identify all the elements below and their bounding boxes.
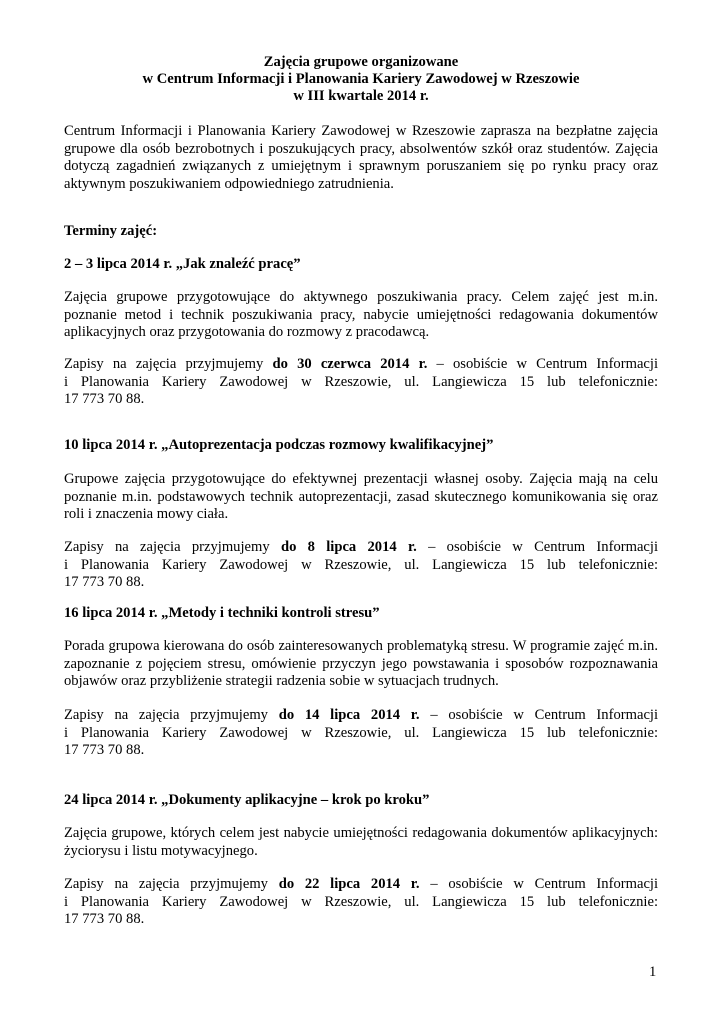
registration-phone: 17 773 70 88. [64, 574, 145, 590]
title-line-3: w III kwartale 2014 r. [293, 88, 429, 104]
description-line: roli i znaczenia mowy ciała. [64, 506, 229, 522]
title-line-2: w Centrum Informacji i Planowania Kariery Zawodowej w Rzeszowie [142, 71, 580, 87]
page-number: 1 [649, 964, 657, 980]
session-description [64, 471, 658, 524]
registration-line [64, 707, 658, 725]
intro-line: Centrum Informacji i Planowania Kariery Zawodowej w Rzeszowie zaprasza na bezpłatne zajęcia [64, 123, 658, 139]
registration-phone: 17 773 70 88. [64, 742, 145, 758]
session-heading: 10 lipca 2014 r. „Autoprezentacja podczas rozmowy kwalifikacyjnej” [64, 437, 494, 453]
registration-deadline: do 8 lipca 2014 r. [280, 539, 417, 555]
description-line: zapoznanie z pojęciem stresu, omówienie przyczyn jego powstawania i sposobów rozpoznawania [64, 655, 658, 672]
registration-address: i Planowania Kariery Zawodowej w Rzeszowie, ul. Langiewicza 15 lub telefonicznie: [64, 724, 658, 741]
description-line: Porada grupowa kierowana do osób zainteresowanych problematyką stresu. W programie zajęć m.in. [64, 638, 658, 654]
registration-address: i Planowania Kariery Zawodowej w Rzeszowie, ul. Langiewicza 15 lub telefonicznie: [64, 893, 658, 910]
registration-suffix: – osobiście w Centrum Informacji [428, 539, 659, 555]
registration-deadline: do 30 czerwca 2014 r. [272, 356, 428, 372]
registration-address: i Planowania Kariery Zawodowej w Rzeszowie, ul. Langiewicza 15 lub telefonicznie: [64, 556, 658, 573]
registration-prefix: Zapisy na zajęcia przyjmujemy [64, 356, 264, 372]
session-description [64, 825, 658, 860]
description-line: poznanie m.in. podstawowych technik autoprezentacji, zasad skutecznego komunikowania się oraz [64, 488, 658, 505]
session-registration [64, 707, 658, 760]
registration-deadline: do 14 lipca 2014 r. [278, 707, 420, 723]
session-heading: 16 lipca 2014 r. „Metody i techniki kontroli stresu” [64, 605, 380, 621]
registration-deadline: do 22 lipca 2014 r. [278, 876, 420, 892]
session-description [64, 289, 658, 342]
registration-suffix: – osobiście w Centrum Informacji [430, 876, 659, 892]
intro-line: dotyczą zagadnień związanych z umiejętnym i sprawnym poruszaniem się po rynku pracy oraz [64, 158, 658, 174]
intro-line: grupowe dla osób bezrobotnych i poszukujących pracy, absolwentów szkół oraz studentów. Zajęcia [64, 140, 658, 157]
description-line: Zajęcia grupowe, których celem jest nabycie umiejętności redagowania dokumentów aplikacyjnych: [64, 825, 658, 841]
registration-phone: 17 773 70 88. [64, 391, 145, 407]
session-heading: 24 lipca 2014 r. „Dokumenty aplikacyjne – krok po kroku” [64, 792, 430, 808]
session-description [64, 638, 658, 691]
session-registration [64, 356, 658, 409]
registration-suffix: – osobiście w Centrum Informacji [430, 707, 659, 723]
session-registration [64, 876, 658, 929]
registration-line [64, 539, 658, 557]
registration-prefix: Zapisy na zajęcia przyjmujemy [64, 876, 268, 892]
registration-phone: 17 773 70 88. [64, 911, 145, 927]
registration-suffix: – osobiście w Centrum Informacji [436, 356, 659, 372]
registration-prefix: Zapisy na zajęcia przyjmujemy [64, 539, 270, 555]
title-line-1: Zajęcia grupowe organizowane [263, 54, 459, 70]
document-title [64, 54, 658, 105]
session-registration [64, 539, 658, 592]
intro-line: aktywnym poszukiwaniem odpowiedniego zatrudnienia. [64, 175, 394, 192]
registration-line [64, 356, 658, 374]
intro-paragraph [64, 123, 658, 193]
registration-line [64, 876, 658, 894]
description-line: objawów oraz przybliżenie strategii radzenia sobie w sytuacjach trudnych. [64, 673, 499, 689]
description-line: Grupowe zajęcia przygotowujące do efektywnej prezentacji własnej osoby. Zajęcia mają na celu [64, 471, 658, 487]
document-page [64, 0, 658, 1024]
registration-prefix: Zapisy na zajęcia przyjmujemy [64, 707, 268, 723]
schedule-heading: Terminy zajęć: [64, 223, 158, 239]
registration-address: i Planowania Kariery Zawodowej w Rzeszowie, ul. Langiewicza 15 lub telefonicznie: [64, 373, 658, 390]
session-heading: 2 – 3 lipca 2014 r. „Jak znaleźć pracę” [64, 256, 301, 272]
description-line: poznanie metod i technik poszukiwania pracy, nabycie umiejętności redagowania dokumentów [64, 306, 658, 323]
description-line: aplikacyjnych oraz przygotowania do rozmowy z pracodawcą. [64, 324, 430, 340]
description-line: życiorysu i listu motywacyjnego. [64, 842, 258, 859]
description-line: Zajęcia grupowe przygotowujące do aktywnego poszukiwania pracy. Celem zajęć jest m.in. [64, 289, 658, 305]
